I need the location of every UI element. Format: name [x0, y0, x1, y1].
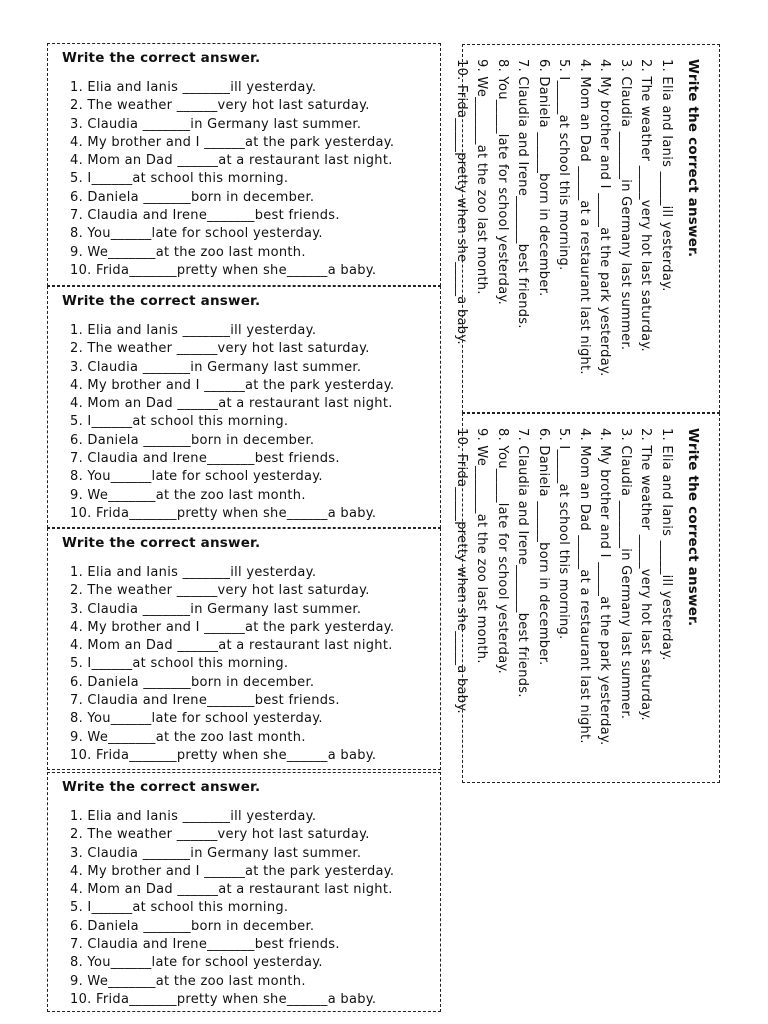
question-item: 4. Mom an Dad ______at a restaurant last night.	[70, 882, 393, 898]
question-item: 1. Elia and Ianis _______ill yesterday.	[70, 565, 317, 580]
question-list	[451, 59, 677, 377]
question-item: 9. We_______at the zoo last month.	[70, 244, 306, 260]
question-item: 2. The weather ______very hot last saturday.	[70, 98, 370, 114]
question-item: 9. We_______at the zoo last month.	[70, 973, 306, 989]
question-item: 6. Daniela ______born in december.	[536, 428, 551, 666]
question-item: 10. Frida_____pretty when she_____a baby.	[454, 428, 469, 714]
question-item: 7. Claudia and Irene_______best friends.	[70, 451, 340, 467]
question-item: 5. I_____at school this morning.	[556, 59, 572, 271]
question-item: 4. Mom an Dad _____at a restaurant last night.	[577, 59, 592, 375]
card-title: Write the correct answer.	[685, 59, 701, 258]
question-item: 5. I______at school this morning.	[70, 656, 289, 672]
question-item: 3. Claudia _______in Germany last summer.	[70, 845, 362, 861]
question-item: 1. Elia and Ianis _____ill yesterday.	[659, 59, 674, 292]
card-title: Write the correct answer.	[62, 293, 261, 309]
question-item: 4. My brother and I _____at the park yesterday.	[597, 59, 613, 377]
question-item: 6. Daniela _______born in december.	[70, 432, 315, 448]
question-item: 1. Elia and Ianis _____ill yesterday.	[659, 428, 674, 661]
question-item: 1. Elia and Ianis _______ill yesterday.	[70, 80, 317, 95]
question-item: 10. Frida_______pretty when she______a baby.	[70, 505, 377, 521]
question-item: 7. Claudia and Irene_______best friends.	[515, 59, 531, 329]
question-item: 3. Claudia _______in Germany last summer.	[70, 116, 362, 132]
question-item: 3. Claudia _______in Germany last summer.	[70, 601, 362, 617]
question-item: 4. Mom an Dad ______at a restaurant last night.	[70, 396, 393, 412]
question-item: 5. I______at school this morning.	[70, 414, 289, 430]
worksheet-card-4	[47, 772, 441, 1012]
question-item: 8. You______late for school yesterday.	[70, 711, 323, 727]
question-item: 8. You_____late for school yesterday.	[495, 428, 510, 675]
question-list	[70, 564, 394, 765]
question-item: 6. Daniela _______born in december.	[70, 189, 315, 205]
question-item: 4. Mom an Dad _____at a restaurant last night.	[577, 428, 592, 744]
card-title: Write the correct answer.	[62, 50, 261, 66]
worksheet-card-rotated-1	[454, 44, 720, 413]
question-item: 6. Daniela _______born in december.	[70, 918, 315, 934]
question-item: 5. I______at school this morning.	[70, 171, 289, 187]
question-item: 2. The weather ______very hot last saturday.	[70, 583, 370, 599]
question-item: 3. Claudia _______in Germany last summer.	[618, 428, 633, 720]
question-list	[70, 79, 394, 280]
question-item: 9. We_______at the zoo last month.	[70, 487, 306, 503]
worksheet-card-2	[47, 286, 441, 528]
question-item: 4. My brother and I ______at the park yesterday.	[70, 863, 395, 879]
question-item: 9. We_______at the zoo last month.	[474, 428, 490, 664]
question-item: 10. Frida_____pretty when she_____a baby.	[454, 59, 469, 345]
question-item: 4. My brother and I _____at the park yesterday.	[597, 428, 613, 746]
question-item: 4. My brother and I ______at the park yesterday.	[70, 134, 395, 150]
question-item: 7. Claudia and Irene_______best friends.	[70, 208, 340, 224]
question-item: 4. Mom an Dad ______at a restaurant last night.	[70, 638, 393, 654]
worksheet-card-3	[47, 528, 441, 770]
question-item: 4. My brother and I ______at the park yesterday.	[70, 377, 395, 393]
question-item: 5. I______at school this morning.	[70, 900, 289, 916]
question-item: 7. Claudia and Irene_______best friends.	[70, 693, 340, 709]
question-item: 1. Elia and Ianis _______ill yesterday.	[70, 323, 317, 338]
question-item: 6. Daniela _______born in december.	[70, 674, 315, 690]
question-item: 2. The weather _____very hot last saturday.	[638, 59, 654, 352]
question-item: 2. The weather ______very hot last saturday.	[70, 341, 370, 357]
question-list	[70, 808, 394, 1009]
question-item: 10. Frida_______pretty when she______a baby.	[70, 262, 377, 278]
question-item: 8. You______late for school yesterday.	[70, 469, 323, 485]
question-item: 1. Elia and Ianis _______ill yesterday.	[70, 809, 317, 824]
question-item: 4. My brother and I ______at the park yesterday.	[70, 619, 395, 635]
card-title: Write the correct answer.	[62, 535, 261, 551]
question-item: 6. Daniela ______born in december.	[536, 59, 551, 297]
question-item: 10. Frida_______pretty when she______a baby.	[70, 747, 377, 763]
question-item: 8. You______late for school yesterday.	[70, 226, 323, 242]
question-item: 7. Claudia and Irene_______best friends.	[70, 937, 340, 953]
card-title: Write the correct answer.	[62, 779, 261, 795]
worksheet-card-rotated-2	[454, 413, 720, 783]
question-item: 2. The weather _____very hot last saturday.	[638, 428, 654, 721]
question-item: 10. Frida_______pretty when she______a baby.	[70, 991, 377, 1007]
question-item: 2. The weather ______very hot last saturday.	[70, 827, 370, 843]
question-item: 3. Claudia _______in Germany last summer.	[618, 59, 633, 351]
question-item: 9. We_______at the zoo last month.	[474, 59, 490, 295]
question-item: 5. I_____at school this morning.	[556, 428, 572, 640]
question-item: 8. You______late for school yesterday.	[70, 955, 323, 971]
card-title: Write the correct answer.	[685, 428, 701, 627]
question-item: 7. Claudia and Irene_______best friends.	[515, 428, 531, 698]
question-item: 3. Claudia _______in Germany last summer.	[70, 359, 362, 375]
question-item: 9. We_______at the zoo last month.	[70, 729, 306, 745]
question-item: 8. You_____late for school yesterday.	[495, 59, 510, 306]
question-list	[70, 322, 394, 523]
question-list	[451, 428, 677, 746]
question-item: 4. Mom an Dad ______at a restaurant last night.	[70, 153, 393, 169]
worksheet-card-1	[47, 43, 441, 286]
